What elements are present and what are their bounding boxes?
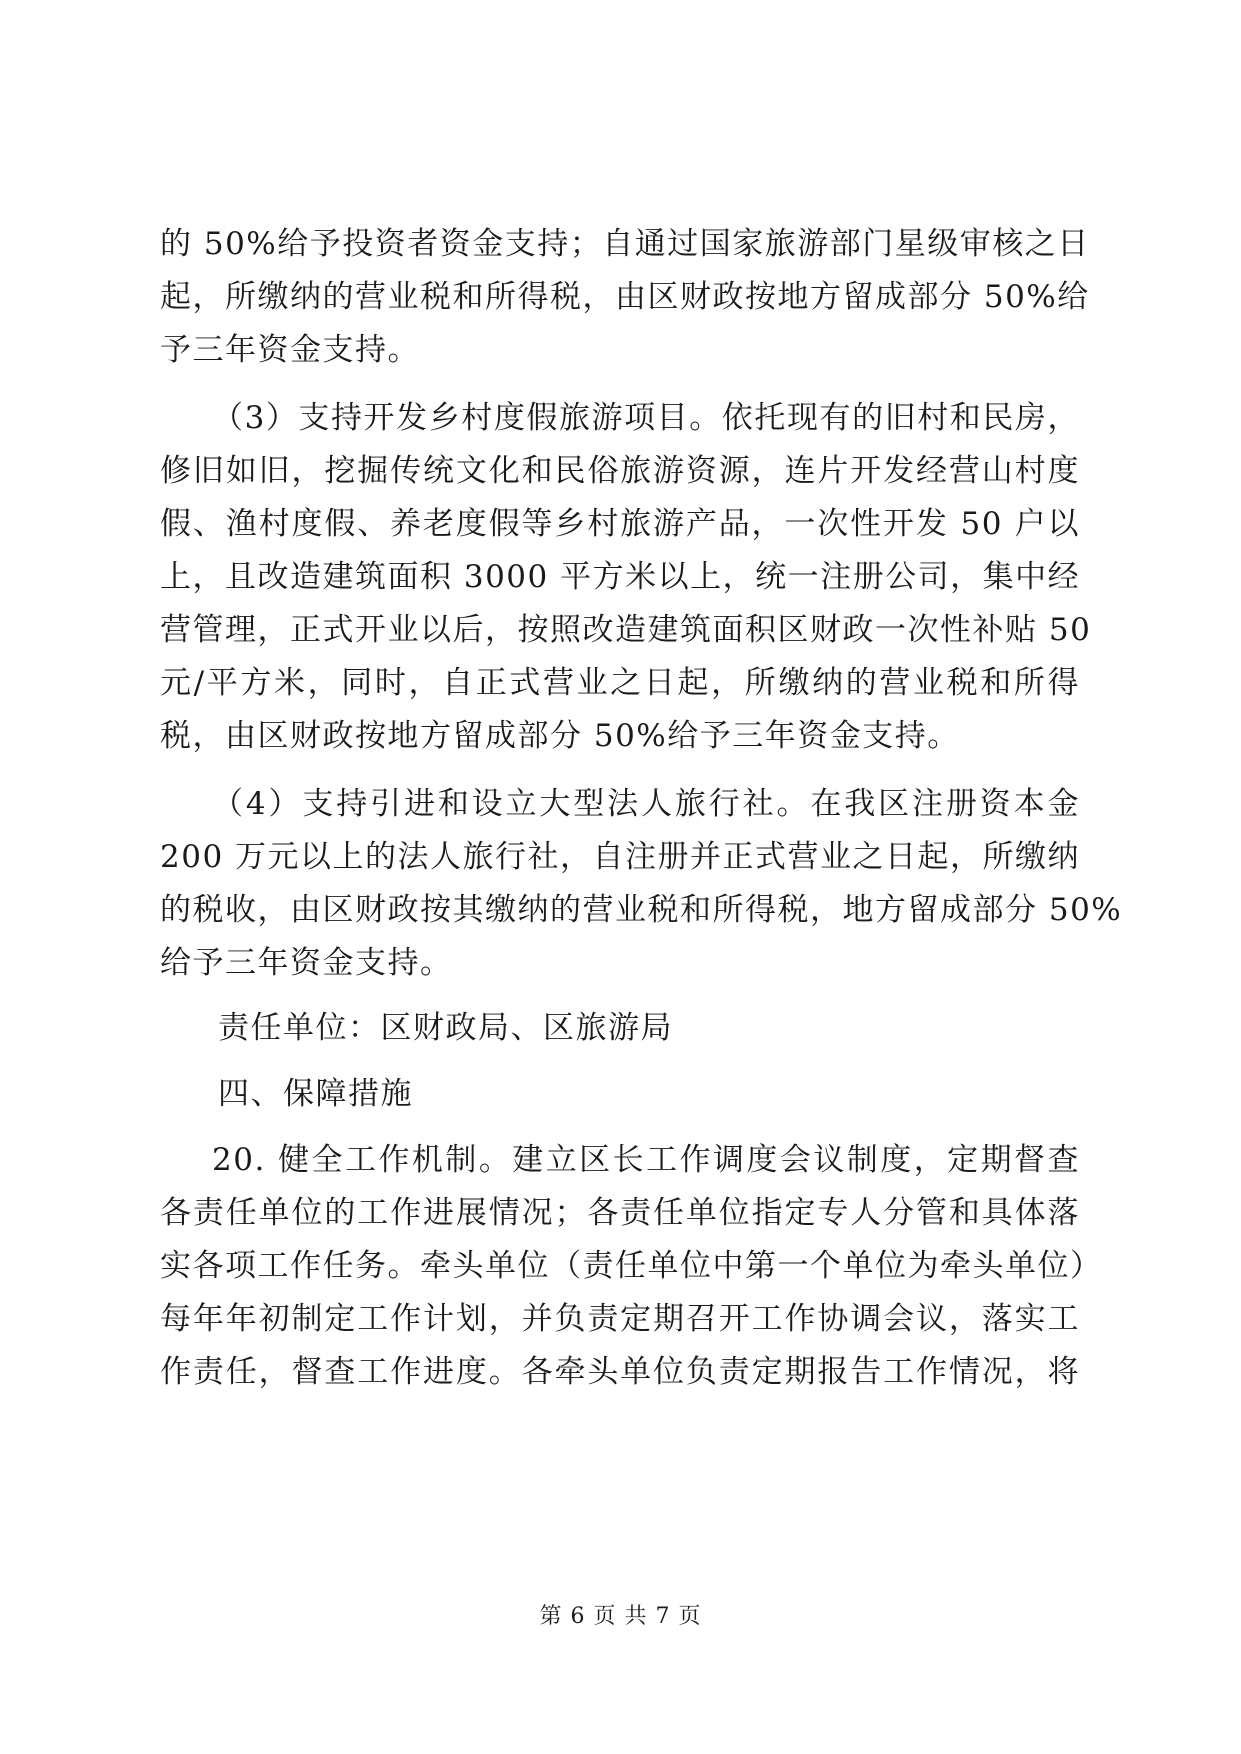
text-line: 予三年资金支持。	[160, 332, 420, 368]
text-line: （3）支持开发乡村度假旅游项目。依托现有的旧村和民房，	[212, 400, 1080, 436]
text-line: 假、渔村度假、养老度假等乡村旅游产品，一次性开发 50 户以	[160, 506, 1080, 542]
text-line: 税，由区财政按地方留成部分 50%给予三年资金支持。	[160, 718, 960, 754]
text-line: 200 万元以上的法人旅行社，自注册并正式营业之日起，所缴纳	[160, 839, 1081, 875]
text-line: （4）支持引进和设立大型法人旅行社。在我区注册资本金	[212, 786, 1080, 822]
text-line: 各责任单位的工作进展情况；各责任单位指定专人分管和具体落	[160, 1195, 1080, 1231]
text-line: 起，所缴纳的营业税和所得税，由区财政按地方留成部分 50%给	[160, 279, 1090, 315]
text-line: 20. 健全工作机制。建立区长工作调度会议制度，定期督查	[212, 1142, 1080, 1178]
text-line: 给予三年资金支持。	[160, 945, 453, 981]
text-line: 实各项工作任务。牵头单位（责任单位中第一个单位为牵头单位）	[160, 1248, 1103, 1284]
text-line: 责任单位：区财政局、区旅游局	[218, 1010, 673, 1046]
text-line: 修旧如旧，挖掘传统文化和民俗旅游资源，连片开发经营山村度	[160, 453, 1080, 489]
text-line: 的 50%给予投资者资金支持；自通过国家旅游部门星级审核之日	[160, 226, 1090, 262]
section-heading: 四、保障措施	[218, 1076, 413, 1112]
text-line: 上，且改造建筑面积 3000 平方米以上，统一注册公司，集中经	[160, 559, 1081, 595]
text-line: 作责任，督查工作进度。各牵头单位负责定期报告工作情况，将	[160, 1354, 1080, 1390]
page-number-footer: 第 6 页 共 7 页	[539, 1604, 702, 1629]
text-line: 的税收，由区财政按其缴纳的营业税和所得税，地方留成部分 50%	[160, 892, 1123, 928]
text-line: 每年年初制定工作计划，并负责定期召开工作协调会议，落实工	[160, 1301, 1080, 1337]
text-line: 元/平方米，同时，自正式营业之日起，所缴纳的营业税和所得	[160, 665, 1080, 701]
text-line: 营管理，正式开业以后，按照改造建筑面积区财政一次性补贴 50	[160, 612, 1092, 648]
